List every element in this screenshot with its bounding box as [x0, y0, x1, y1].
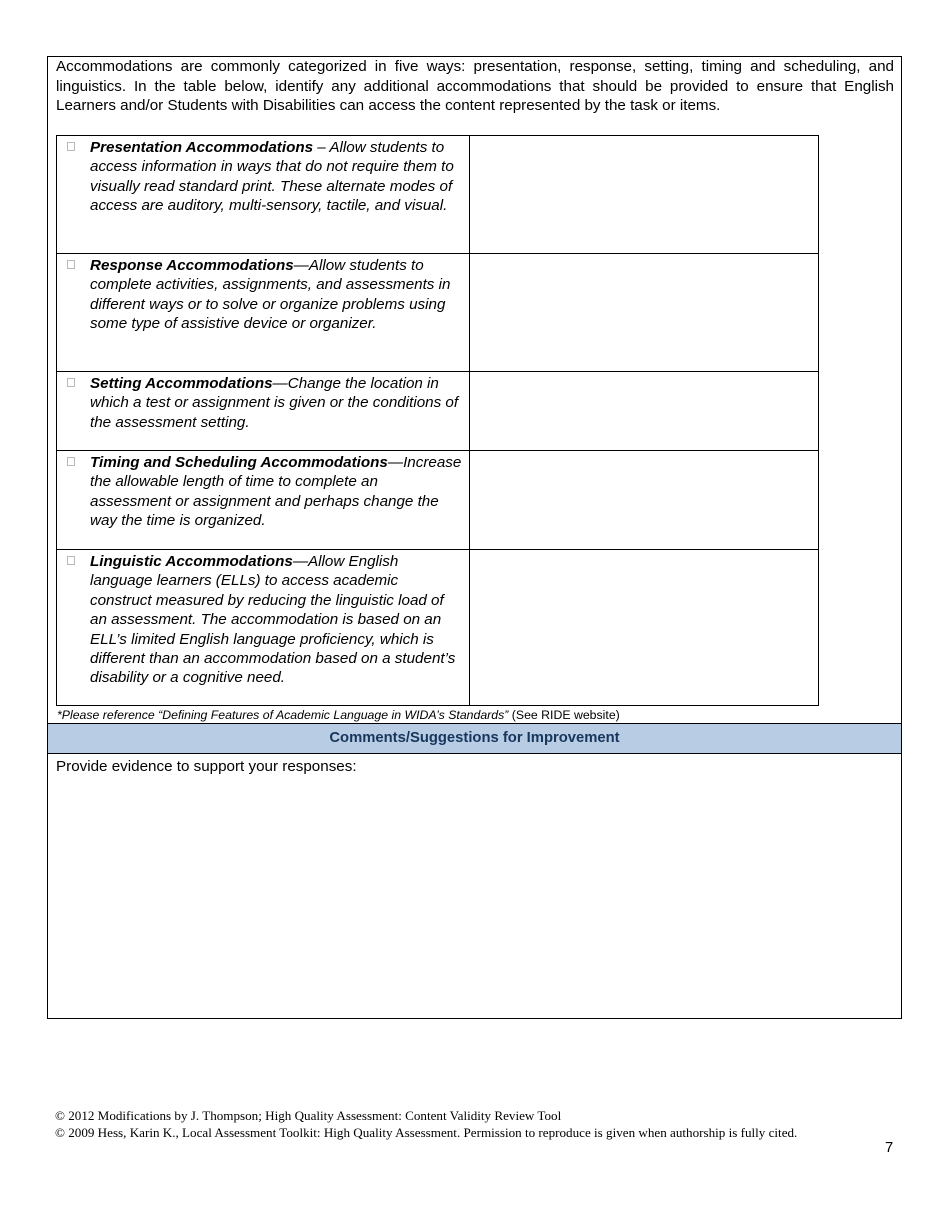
intro-paragraph: Accommodations are commonly categorized in five ways: presentation, response, setting, timing and scheduling, and linguistics. In the table below, identify any additional accommodations that should be provided to ensure that English Learners and/or Students with Disabilities can access the content represented by the task or items. [56, 58, 894, 114]
copyright-line-1: © 2012 Modifications by J. Thompson; High Quality Assessment: Content Validity Review Tool [55, 1108, 562, 1123]
accommodation-description: Timing and Scheduling Accommodations—Increase the allowable length of time to complete an assessment or assignment and perhaps change the way the time is organized. [90, 454, 462, 530]
table-row [57, 372, 819, 451]
accommodation-title: Timing and Scheduling Accommodations [90, 454, 388, 471]
timing-checkbox[interactable] [67, 457, 75, 466]
accommodation-cell-linguistic [57, 550, 470, 706]
table-row [57, 254, 819, 372]
comments-section-header: Comments/Suggestions for Improvement [48, 723, 901, 754]
accommodation-description: Setting Accommodations—Change the location in which a test or assignment is given or the conditions of the assessment setting. [90, 375, 459, 431]
response-checkbox[interactable] [67, 260, 75, 269]
presentation-response-cell[interactable] [470, 136, 819, 254]
table-row [57, 550, 819, 706]
linguistic-checkbox[interactable] [67, 556, 75, 565]
linguistic-response-cell[interactable] [470, 550, 819, 706]
copyright-line-2: © 2009 Hess, Karin K., Local Assessment Toolkit: High Quality Assessment. Permission to reproduce is given when authorship is fully cited. [55, 1125, 798, 1140]
timing-response-cell[interactable] [470, 451, 819, 550]
setting-checkbox[interactable] [67, 378, 75, 387]
accommodation-cell-presentation [57, 136, 470, 254]
accommodation-description: Response Accommodations—Allow students to complete activities, assignments, and assessments in different ways or to solve or organize problems using some type of assistive device or organizer. [90, 257, 451, 333]
evidence-prompt: Provide evidence to support your responses: [56, 758, 357, 775]
accommodation-description: Linguistic Accommodations—Allow English language learners (ELLs) to access academic construct measured by reducing the linguistic load of an assessment. The accommodation is based on an ELL’s limited English language proficiency, which is different than an accommodation based on a student’s disability or a cognitive need. [90, 553, 456, 687]
accommodation-title: Setting Accommodations [90, 375, 273, 392]
accommodation-title: Response Accommodations [90, 257, 294, 274]
accommodation-cell-timing [57, 451, 470, 550]
accommodation-cell-setting [57, 372, 470, 451]
page-number: 7 [885, 1140, 894, 1156]
review-form-box [47, 56, 902, 1019]
footnote: *Please reference “Defining Features of Academic Language in WIDA’s Standards” (See RIDE website) [57, 708, 620, 722]
accommodation-cell-response [57, 254, 470, 372]
copyright-footer [55, 1107, 797, 1141]
table-row [57, 451, 819, 550]
table-row [57, 136, 819, 254]
accommodation-title: Linguistic Accommodations [90, 553, 293, 570]
presentation-checkbox[interactable] [67, 142, 75, 151]
accommodation-description: Presentation Accommodations – Allow students to access information in ways that do not require them to visually read standard print. These alternate modes of access are auditory, multi-sensory, tactile, and visual. [90, 139, 454, 215]
accommodations-table [56, 135, 819, 706]
accommodation-title: Presentation Accommodations [90, 139, 314, 156]
response-response-cell[interactable] [470, 254, 819, 372]
setting-response-cell[interactable] [470, 372, 819, 451]
